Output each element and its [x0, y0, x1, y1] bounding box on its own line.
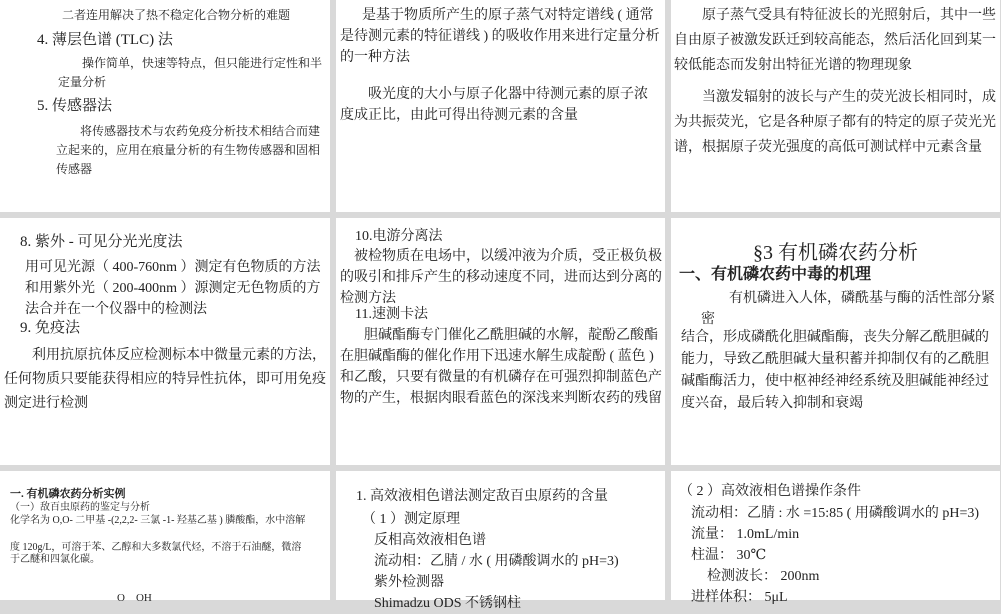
item-9-heading: 9. 免疫法: [20, 320, 81, 336]
principle-heading: （ 1 ）测定原理: [362, 512, 460, 527]
example-heading: 一. 有机磷农药分析实例: [10, 488, 126, 500]
column-temperature: 柱温： 30℃: [691, 548, 767, 563]
solubility-text: 度 120g/L，可溶于苯、乙醇和大多数氯代烃，不溶于石油醚，微溶于乙醚和四氯化碳。: [10, 542, 302, 565]
item-11-heading: 11.速测卡法: [355, 307, 428, 322]
item-4-heading: 4. 薄层色谱 (TLC) 法: [37, 32, 173, 48]
reverse-phase-text: 反相高效液相色谱: [374, 533, 486, 548]
slide-panel-hplc-conditions: [671, 471, 1000, 605]
slide-panel-organophosphorus-mechanism: [671, 218, 1000, 465]
item-8-text: 用可见光源（ 400-760nm ）测定有色物质的方法和用紫外光（ 200-400nm ）源测定无色物质的方法合并在一个仪器中的检测法: [25, 260, 321, 317]
item-11-text: 胆碱酯酶专门催化乙酰胆碱的水解，靛酚乙酸酯在胆碱酯酶的催化作用下迅速水解生成靛酚 ( 蓝色 ) 和乙酸，只要有微量的有机磷存在可强烈抑制蓝色产物的产生，根据肉眼看蓝色的深浅来判断农药的残留: [340, 328, 662, 406]
afs-resonance-text: 当激发辐射的波长与产生的荧光波长相同时，成为共振荧光，它是各种原子都有的特定的原子荧光光谱，根据原子荧光强度的高低可测试样中元素含量: [674, 90, 996, 155]
mobile-phase-ratio: 流动相：乙腈 : 水 =15:85 ( 用磷酸调水的 pH=3): [691, 506, 980, 521]
item-8-heading: 8. 紫外 - 可见分光光度法: [20, 234, 183, 250]
slide-panel-atomic-absorption: [336, 0, 665, 212]
slide-panel-atomic-fluorescence: [671, 0, 1000, 212]
mobile-phase-text: 流动相：乙腈 / 水 ( 用磷酸调水的 pH=3): [374, 554, 619, 569]
item-10-text: 被检物质在电场中，以缓冲液为介质，受正极负极的吸引和排斥产生的移动速度不同，进而达到分离的检测方法: [340, 249, 662, 306]
item-10-heading: 10.电游分离法: [355, 229, 443, 244]
detection-wavelength: 检测波长： 200nm: [707, 569, 820, 584]
column-text: Shimadzu ODS 不锈钢柱: [374, 596, 521, 611]
slide-panel-trichlorfon-identification: [0, 471, 330, 604]
mechanism-text-rest: 结合，形成磷酰化胆碱酯酶，丧失分解乙酰胆碱的能力，导致乙酰胆碱大量积蓄并抑制仅有的乙酰胆碱酯酶活力，使中枢神经神经系统及胆碱能神经过度兴奋，最后转入抑制和衰竭: [681, 330, 989, 411]
item-4-text: 操作简单，快速等特点，但只能进行定性和半定量分析: [58, 56, 323, 89]
chemical-name-text: 化学名为 O,O- 二甲基 -(2,2,2- 三氯 -1- 羟基乙基 ) 膦酸酯，水中溶解: [10, 515, 306, 526]
section-title: §3 有机磷农药分析: [753, 242, 918, 264]
afs-definition-text: 原子蒸气受具有特征波长的光照射后，其中一些自由原子被激发跃迁到较高能态，然后活化回到某一较低能态而发射出特征光谱的物理现象: [674, 8, 996, 73]
hplc-title: 1. 高效液相色谱法测定敌百虫原药的含量: [356, 489, 608, 504]
slide-panel-tlc-sensor: [0, 0, 330, 212]
slide-panel-hplc-principle: [336, 471, 665, 611]
example-subheading: （一）敌百虫原药的鉴定与分析: [10, 502, 150, 513]
uv-detector-text: 紫外检测器: [374, 575, 444, 590]
structural-formula-fragment: O OH: [117, 592, 152, 604]
conditions-heading: （ 2 ）高效液相色谱操作条件: [679, 484, 861, 499]
mechanism-subheading: 一、有机磷农药中毒的机理: [679, 266, 872, 283]
item-5-heading: 5. 传感器法: [37, 98, 113, 114]
aas-definition-text: 是基于物质所产生的原子蒸气对特定谱线 ( 通常是待测元素的特征谱线 ) 的吸收作用来进行定量分析的一种方法: [340, 8, 660, 65]
mechanism-text-first: 有机磷进入人体，磷酰基与酶的活性部分紧密: [701, 291, 995, 327]
cut-off-text-line: 二者连用解决了热不稳定化合物分析的难题: [62, 8, 291, 22]
slide-panel-uv-immuno: [0, 218, 330, 465]
item-5-text: 将传感器技术与农药免疫分析技术相结合而建立起来的，应用在痕量分析的有生物传感器和固相传感器: [56, 124, 321, 176]
aas-absorbance-text: 吸光度的大小与原子化器中待测元素的原子浓度成正比，由此可得出待测元素的含量: [340, 87, 648, 123]
flow-rate: 流量： 1.0mL/min: [691, 527, 800, 542]
slide-panel-electrophoresis-card: [336, 218, 665, 465]
injection-volume: 进样体积： 5μL: [691, 590, 788, 605]
item-9-text: 利用抗原抗体反应检测标本中微量元素的方法，任何物质只要能获得相应的特异性抗体，即可用免疫测定进行检测: [4, 348, 326, 411]
